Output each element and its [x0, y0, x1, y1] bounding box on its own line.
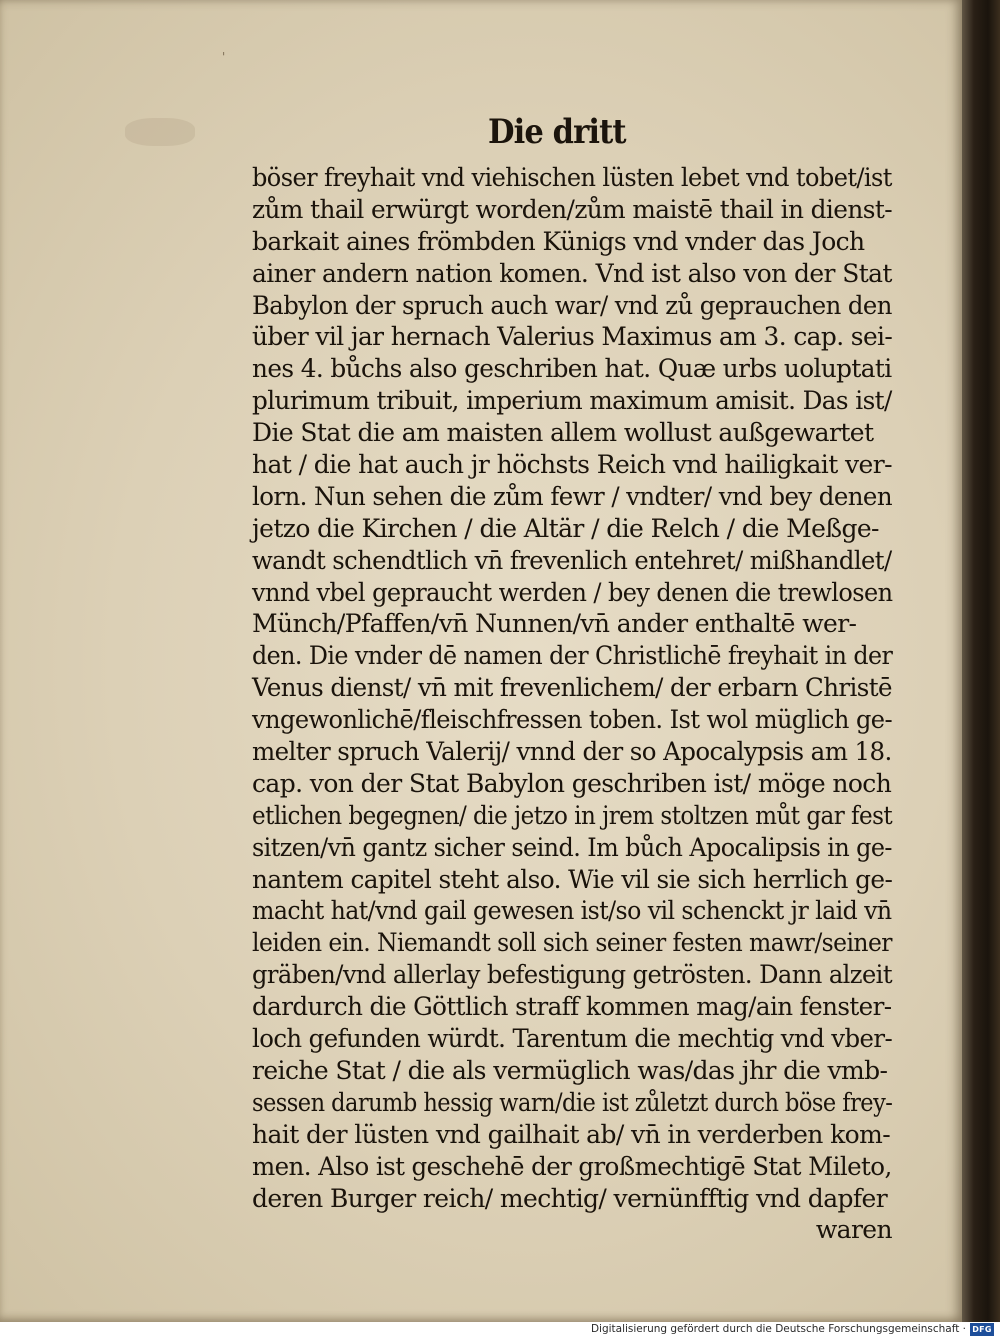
- running-head: Die dritt: [488, 112, 626, 152]
- text-line: men. Also ist geschehē der großmechtigē Stat Mileto,: [252, 1151, 892, 1181]
- paper-stain: [125, 118, 195, 146]
- text-line: über vil jar hernach Valerius Maximus am 3. cap. sei-: [252, 322, 893, 352]
- text-line: sitzen/vn̄ gantz sicher seind. Im bůch Apocalipsis in ge-: [252, 832, 892, 862]
- text-line: Münch/Pfaffen/vn̄ Nunnen/vn̄ ander enthaltē wer-: [252, 609, 857, 639]
- dfg-logo: DFG: [970, 1323, 994, 1336]
- text-line: hat / die hat auch jr höchsts Reich vnd hailigkait ver-: [252, 450, 892, 480]
- text-line: sessen darumb hessig warn/die ist zůletzt durch böse frey-: [252, 1087, 893, 1117]
- text-line: vnnd vbel gepraucht werden / bey denen die trewlosen: [252, 577, 893, 607]
- catchword: waren: [815, 1215, 892, 1245]
- text-line: Die Stat die am maisten allem wollust außgewartet: [252, 418, 874, 448]
- text-line: plurimum tribuit, imperium maximum amisit. Das ist/: [252, 386, 892, 416]
- text-block: [252, 162, 892, 1246]
- text-line: reiche Stat / die als vermüglich was/das jhr die vmb-: [252, 1055, 888, 1085]
- footer-credit: Digitalisierung gefördert durch die Deutsche Forschungsgemeinschaft ·: [590, 1323, 966, 1335]
- text-line: jetzo die Kirchen / die Altär / die Relch / die Meßge-: [252, 513, 879, 543]
- text-line: dardurch die Göttlich straff kommen mag/ain fenster-: [252, 992, 892, 1022]
- text-line: vngewonlichē/fleischfressen toben. Ist wol müglich ge-: [252, 705, 893, 735]
- text-line: Venus dienst/ vn̄ mit frevenlichem/ der erbarn Christē: [252, 673, 892, 703]
- text-line: zům thail erwürgt worden/zům maistē thail in dienst-: [252, 194, 893, 224]
- text-line: Babylon der spruch auch war/ vnd zů geprauchen den: [252, 290, 892, 320]
- text-line: hait der lüsten vnd gailhait ab/ vn̄ in verderben kom-: [252, 1119, 891, 1149]
- text-line: wandt schendtlich vn̄ frevenlich entehret/ mißhandlet/: [252, 545, 892, 575]
- text-line: den. Die vnder dē namen der Christlichē freyhait in der: [252, 641, 893, 671]
- text-line: etlichen begegnen/ die jetzo in jrem stoltzen můt gar fest: [252, 800, 893, 830]
- text-line: leiden ein. Niemandt soll sich seiner festen mawr/seiner: [252, 928, 892, 958]
- text-line: nantem capitel steht also. Wie vil sie sich herrlich ge-: [252, 864, 893, 894]
- text-line: ainer andern nation komen. Vnd ist also von der Stat: [252, 258, 892, 288]
- text-line: lorn. Nun sehen die zům fewr / vndter/ vnd bey denen: [252, 481, 892, 511]
- text-line: loch gefunden würdt. Tarentum die mechtig vnd vber-: [252, 1024, 893, 1054]
- text-line: melter spruch Valerij/ vnnd der so Apocalypsis am 18.: [252, 737, 892, 767]
- text-line: cap. von der Stat Babylon geschriben ist/ möge noch: [252, 768, 892, 798]
- text-line: deren Burger reich/ mechtig/ vernünfftig vnd dapfer: [252, 1183, 888, 1213]
- text-line: böser freyhait vnd viehischen lüsten lebet vnd tobet/ist: [252, 163, 892, 192]
- text-line: barkait aines frömbden Künigs vnd vnder das Joch: [252, 226, 865, 256]
- text-line: gräben/vnd allerlay befestigung getrösten. Dann alzeit: [252, 960, 892, 990]
- text-line: macht hat/vnd gail gewesen ist/so vil schenckt jr laid vn̄: [252, 896, 892, 926]
- book-binding: [960, 0, 1000, 1322]
- page-mark: ': [222, 50, 226, 64]
- text-line: nes 4. bůchs also geschriben hat. Quæ urbs uoluptati: [252, 354, 892, 384]
